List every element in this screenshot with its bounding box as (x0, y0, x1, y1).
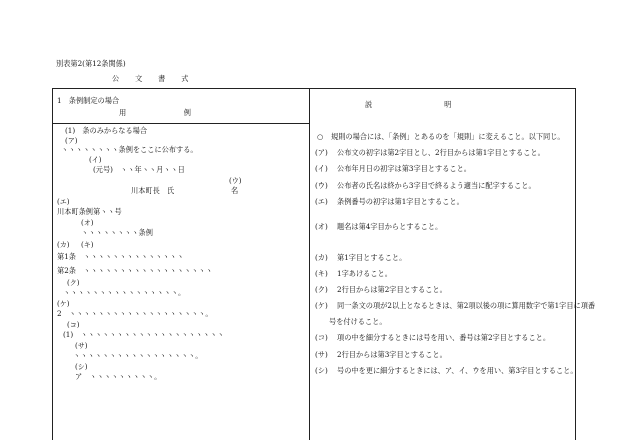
explanation-text-12: 号の中を更に細分するときには、ア、イ、ウを用い、第3字目とすること。 (337, 366, 578, 375)
explanation-text-11: 2行目からは第3字目とすること。 (337, 350, 447, 359)
format-table (52, 88, 596, 440)
sub-item-a-line: ア ヽヽヽヽヽヽヽヽヽ。 (75, 372, 162, 381)
label-o: (オ) (81, 219, 94, 227)
explanation-text-6: 第1字目とすること。 (337, 253, 407, 262)
explanation-text-0: 規則の場合には、「条例」とあるのを「規則」に変えること。以下同じ。 (331, 132, 565, 141)
column-divider (309, 89, 310, 440)
label-ko: (コ) (67, 321, 80, 329)
promulgation-line: ヽヽヽヽヽヽヽヽ条例をここに公布する。 (61, 145, 198, 154)
explanation-label-3: (ウ) (315, 181, 328, 190)
paragraph-2-line: 2 ヽヽヽヽヽヽヽヽヽヽヽヽヽヽヽヽヽヽヽ。 (57, 309, 213, 318)
explanation-label-4: (エ) (315, 197, 328, 206)
item-1-line: (1) ヽヽヽヽヽヽヽヽヽヽヽヽヽヽヽヽヽヽヽヽ (63, 330, 225, 339)
label-ke: (ケ) (57, 300, 70, 308)
explanation-label-1: (ア) (315, 148, 328, 157)
explanation-label-0: ○ (317, 132, 324, 141)
explanation-text-7: 1字あけること。 (337, 269, 392, 278)
label-shi: (シ) (75, 363, 88, 371)
left-column-title: 用 例 (119, 108, 191, 117)
explanation-text-5: 題名は第4字目からとすること。 (337, 222, 443, 231)
explanation-label-6: (カ) (315, 253, 328, 262)
left-header-rule (53, 123, 309, 124)
appendix-reference: 別表第2(第12条関係) (56, 59, 126, 68)
explanation-label-2: (イ) (315, 164, 328, 173)
explanation-text-9: 同一条文の項が2以上となるときは、第2項以後の項に算用数字で第1字目に項番 (337, 301, 596, 310)
explanation-text-4: 条例番号の初字は第1字目とすること。 (337, 197, 464, 206)
explanation-text-9-cont: 号を付けること。 (329, 317, 387, 326)
explanation-text-10: 項の中を細分するときには号を用い、番号は第2字目とすること。 (337, 333, 551, 342)
date-line: (元号) ヽヽ年ヽヽ月ヽヽ日 (93, 165, 185, 174)
explanation-label-10: (コ) (315, 333, 328, 342)
label-u: (ウ) (229, 177, 242, 185)
explanation-text-8: 2行目からは第2字目とすること。 (337, 285, 447, 294)
explanation-label-11: (サ) (315, 350, 328, 359)
explanation-label-5: (オ) (315, 222, 328, 231)
explanation-label-9: (ケ) (315, 301, 328, 310)
ordinance-title-line: ヽヽヽヽヽヽヽヽ条例 (81, 228, 153, 237)
label-ku: (ク) (67, 279, 80, 287)
name-char: 名 (231, 186, 239, 195)
label-i: (イ) (89, 156, 102, 164)
item-1-continuation: ヽヽヽヽヽヽヽヽヽヽヽヽヽヽヽヽヽ。 (73, 351, 203, 360)
explanation-label-7: (キ) (315, 269, 328, 278)
label-sa: (サ) (75, 342, 88, 350)
document-title: 公 文 書 式 (112, 74, 189, 83)
label-e: (エ) (57, 198, 70, 206)
right-column-title: 説 明 (365, 100, 452, 109)
label-ki: (キ) (81, 241, 94, 249)
explanation-label-12: (シ) (315, 366, 328, 375)
label-a: (ア) (65, 137, 78, 145)
article-1-line: 第1条 ヽヽヽヽヽヽヽヽヽヽヽヽヽヽ (57, 252, 184, 261)
article-2-continuation: ヽヽヽヽヽヽヽヽヽヽヽヽヽヽヽヽ。 (63, 288, 186, 297)
sub-heading: (1) 条のみからなる場合 (65, 126, 148, 135)
explanation-text-3: 公布者の氏名は終から3字目で終るよう適当に配字すること。 (337, 181, 536, 190)
ordinance-number-line: 川本町条例第ヽヽ号 (57, 207, 122, 216)
mayor-line: 川本町長 氏 (131, 186, 175, 195)
article-2-line: 第2条 ヽヽヽヽヽヽヽヽヽヽヽヽヽヽヽヽヽヽ (57, 266, 213, 275)
explanation-text-2: 公布年月日の初字は第3字目とすること。 (337, 164, 471, 173)
label-ka: (カ) (57, 241, 70, 249)
explanation-text-1: 公布文の初字は第2字目とし、2行目からは第1字目とすること。 (337, 148, 545, 157)
explanation-label-8: (ク) (315, 285, 328, 294)
section-heading: 1 条例制定の場合 (57, 96, 120, 105)
